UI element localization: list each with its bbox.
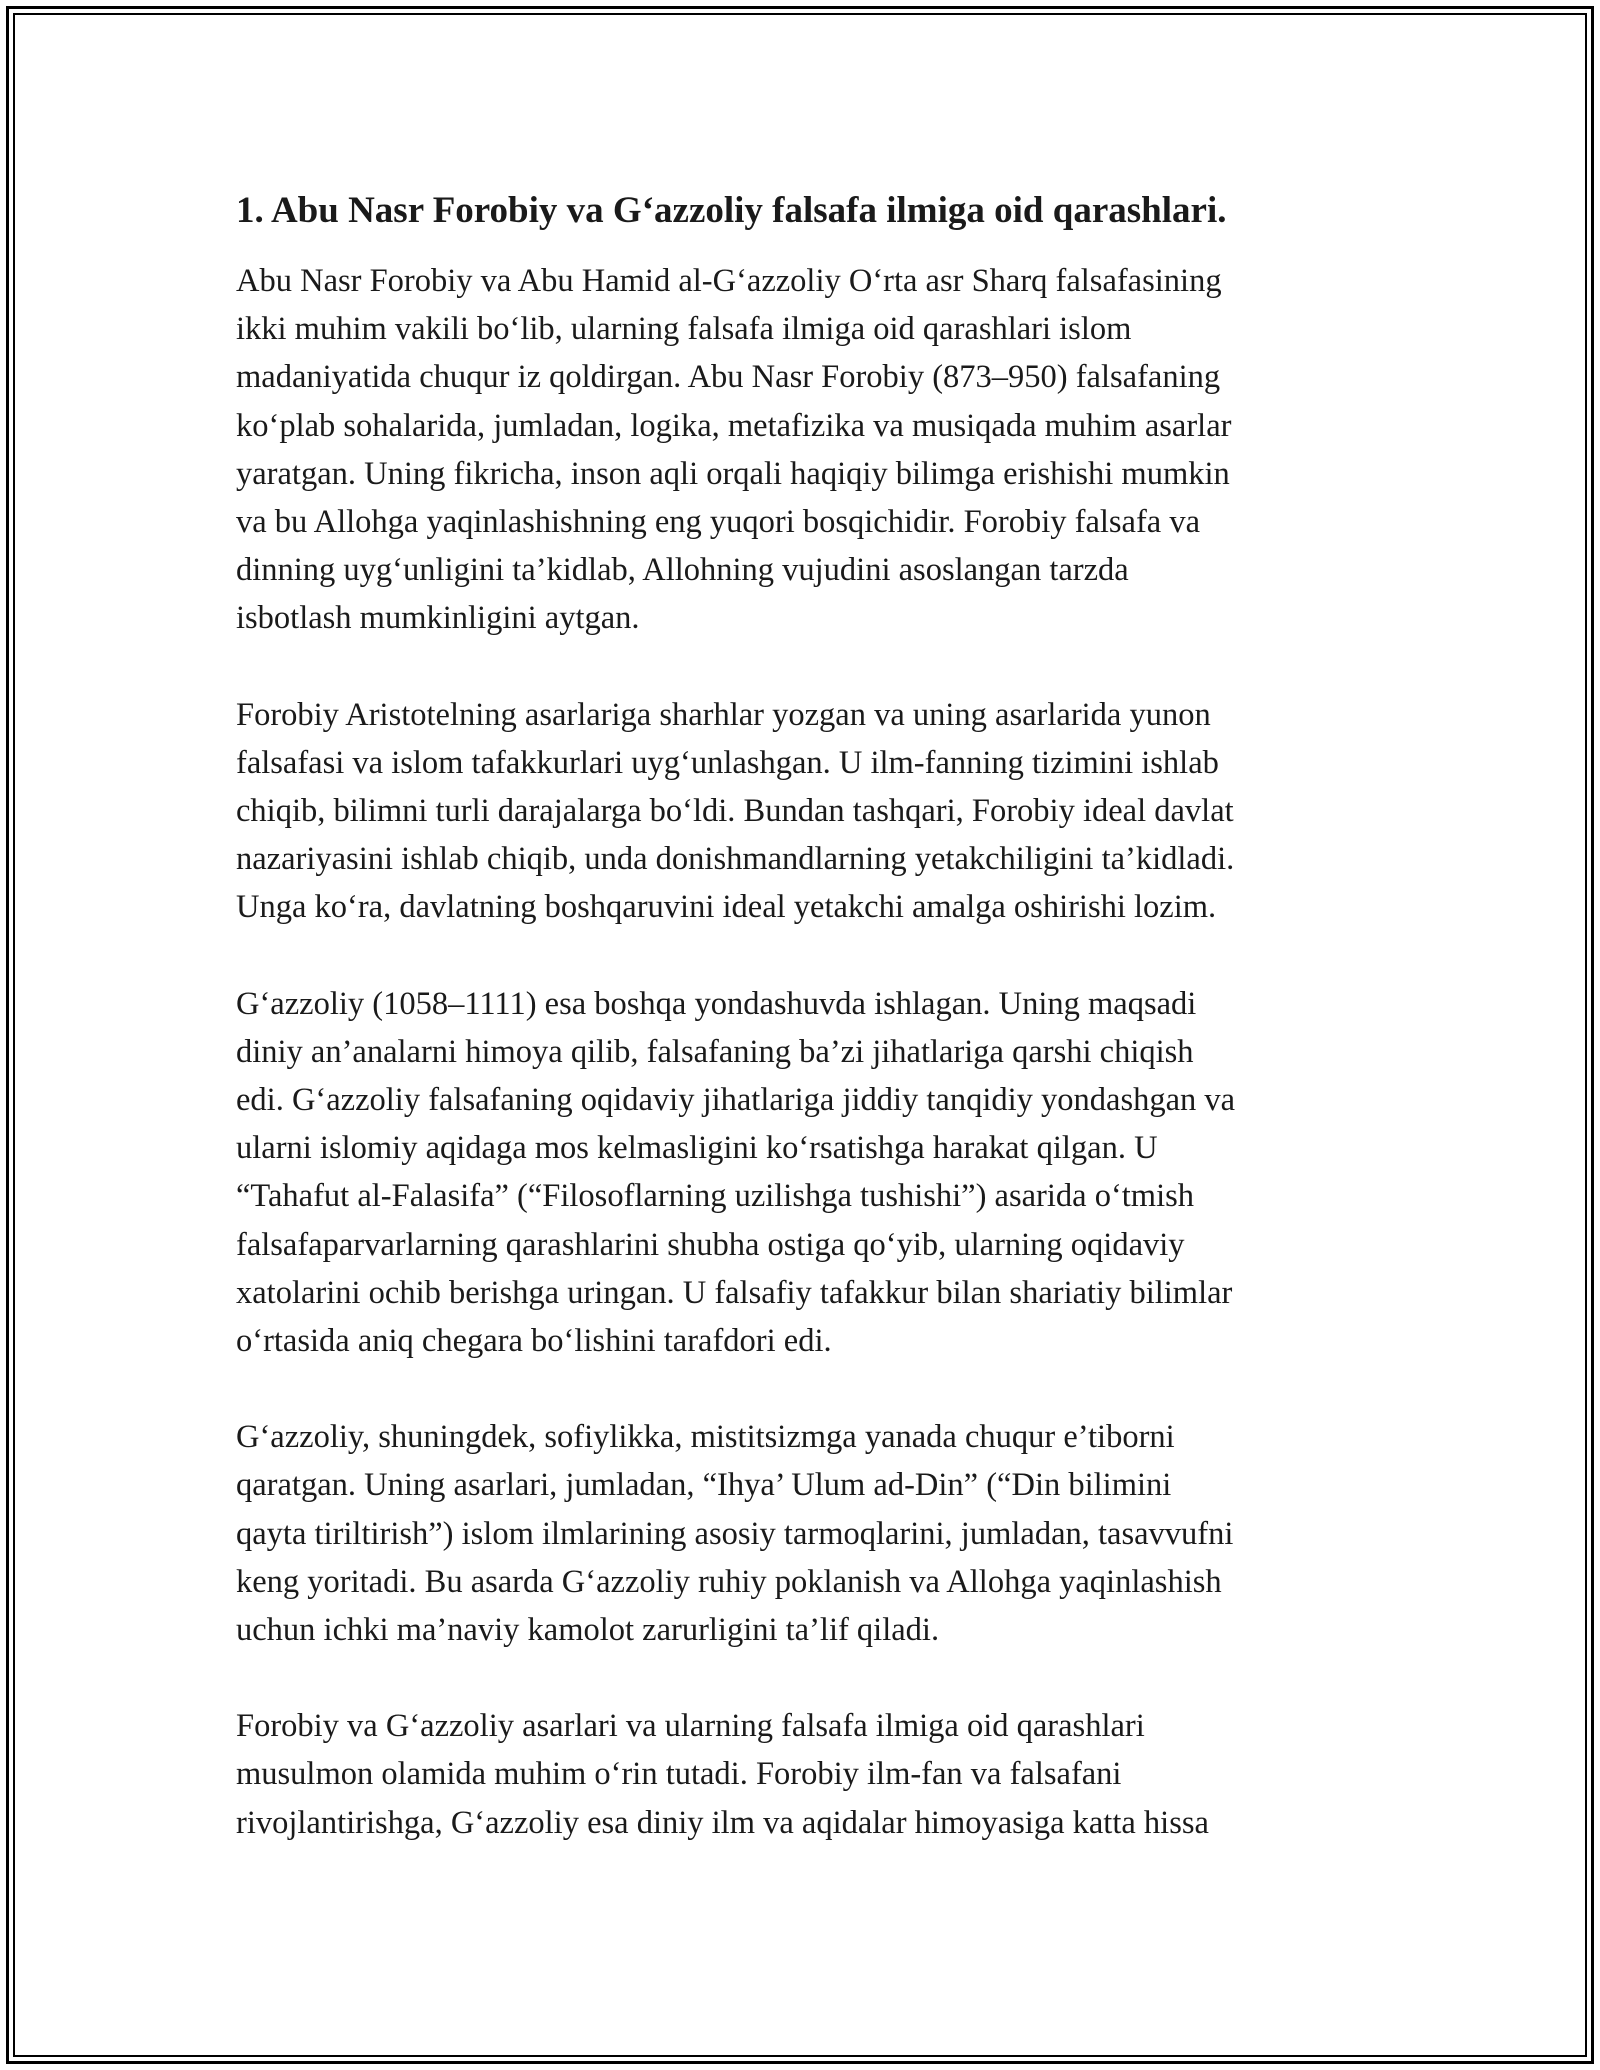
document-heading: 1. Abu Nasr Forobiy va G‘azzoliy falsafa ilmiga oid qarashlari. bbox=[236, 190, 1227, 231]
paragraph-line: G‘azzoliy, shuningdek, sofiylikka, mistitsizmga yanada chuqur e’tiborni bbox=[236, 1419, 1175, 1456]
paragraph-1 bbox=[236, 257, 1386, 643]
paragraph-line: G‘azzoliy (1058–1111) esa boshqa yondashuvda ishlagan. Uning maqsadi bbox=[236, 985, 1197, 1022]
paragraph-line: madaniyatida chuqur iz qoldirgan. Abu Nasr Forobiy (873–950) falsafaning bbox=[236, 359, 1221, 396]
paragraph-4 bbox=[236, 1413, 1386, 1654]
paragraph-line: falsafaparvarlarning qarashlarini shubha ostiga qo‘yib, ularning oqidaviy bbox=[236, 1226, 1185, 1263]
paragraph-line: dinning uyg‘unligini ta’kidlab, Allohning vujudini asoslangan tarzda bbox=[236, 552, 1129, 589]
paragraph-line: “Tahafut al-Falasifa” (“Filosoflarning uzilishga tushishi”) asarida o‘tmish bbox=[236, 1178, 1195, 1215]
paragraph-line: uchun ichki ma’naviy kamolot zarurligini ta’lif qiladi. bbox=[236, 1612, 940, 1649]
paragraph-5 bbox=[236, 1702, 1386, 1847]
paragraph-3 bbox=[236, 980, 1386, 1366]
paragraph-line: va bu Allohga yaqinlashishning eng yuqori bosqichidir. Forobiy falsafa va bbox=[236, 504, 1201, 541]
paragraph-line: musulmon olamida muhim o‘rin tutadi. Forobiy ilm-fan va falsafani bbox=[236, 1756, 1122, 1793]
paragraph-line: nazariyasini ishlab chiqib, unda donishmandlarning yetakchiligini ta’kidladi. bbox=[236, 841, 1235, 878]
paragraph-line: ularni islomiy aqidaga mos kelmasligini ko‘rsatishga harakat qilgan. U bbox=[236, 1130, 1158, 1167]
paragraph-line: chiqib, bilimni turli darajalarga bo‘ldi. Bundan tashqari, Forobiy ideal davlat bbox=[236, 793, 1234, 830]
paragraph-line: Abu Nasr Forobiy va Abu Hamid al-G‘azzoliy O‘rta asr Sharq falsafasining bbox=[236, 263, 1222, 299]
paragraph-line: yaratgan. Uning fikricha, inson aqli orqali haqiqiy bilimga erishishi mumkin bbox=[236, 455, 1230, 492]
paragraph-line: ikki muhim vakili bo‘lib, ularning falsafa ilmiga oid qarashlari islom bbox=[236, 311, 1132, 348]
paragraph-list bbox=[236, 257, 1386, 1847]
paragraph-line: rivojlantirishga, G‘azzoliy esa diniy ilm va aqidalar himoyasiga katta hissa bbox=[236, 1804, 1209, 1841]
paragraph-line: qaratgan. Uning asarlari, jumladan, “Ihya’ Ulum ad-Din” (“Din bilimini bbox=[236, 1467, 1172, 1504]
paragraph-line: xatolarini ochib berishga uringan. U falsafiy tafakkur bilan shariatiy bilimlar bbox=[236, 1274, 1233, 1311]
paragraph-line: Forobiy Aristotelning asarlariga sharhlar yozgan va uning asarlarida yunon bbox=[236, 696, 1211, 733]
paragraph-line: o‘rtasida aniq chegara bo‘lishini tarafdori edi. bbox=[236, 1323, 832, 1360]
paragraph-line: ko‘plab sohalarida, jumladan, logika, metafizika va musiqada muhim asarlar bbox=[236, 407, 1232, 444]
document-body bbox=[236, 187, 1386, 1895]
paragraph-line: qayta tiriltirish”) islom ilmlarining asosiy tarmoqlarini, jumladan, tasavvufni bbox=[236, 1515, 1234, 1552]
paragraph-line: Forobiy va G‘azzoliy asarlari va ularning falsafa ilmiga oid qarashlari bbox=[236, 1708, 1145, 1745]
paragraph-line: Unga ko‘ra, davlatning boshqaruvini ideal yetakchi amalga oshirishi lozim. bbox=[236, 889, 1217, 926]
paragraph-line: falsafasi va islom tafakkurlari uyg‘unlashgan. U ilm-fanning tizimini ishlab bbox=[236, 744, 1219, 781]
paragraph-line: keng yoritadi. Bu asarda G‘azzoliy ruhiy poklanish va Allohga yaqinlashish bbox=[236, 1563, 1222, 1600]
paragraph-line: edi. G‘azzoliy falsafaning oqidaviy jihatlariga jiddiy tanqidiy yondashgan va bbox=[236, 1082, 1236, 1119]
paragraph-2 bbox=[236, 691, 1386, 932]
paragraph-line: isbotlash mumkinligini aytgan. bbox=[236, 600, 640, 637]
paragraph-line: diniy an’analarni himoya qilib, falsafaning ba’zi jihatlariga qarshi chiqish bbox=[236, 1033, 1194, 1070]
